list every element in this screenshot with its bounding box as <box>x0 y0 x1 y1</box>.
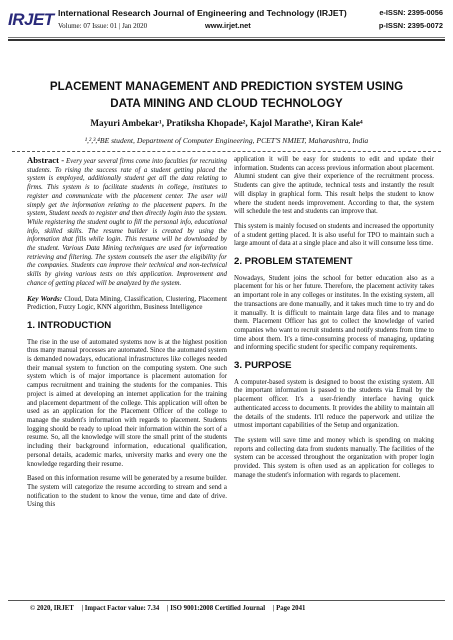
abstract <box>27 156 227 289</box>
problem-heading: 2. PROBLEM STATEMENT <box>234 256 353 268</box>
purpose-heading: 3. PURPOSE <box>234 360 292 372</box>
footer-impact-factor: | Impact Factor value: 7.34 <box>81 605 160 612</box>
footer-iso: | ISO 9001:2008 Certified Journal <box>167 605 266 612</box>
purpose-paragraph: A computer-based system is designed to boost the existing system. All the important information is passed to the students via Email by the placement officer. It's a user-friendly interface having quick authenticated access to documents. It provides the ability to maintain all the details of the students. It'll reduce the paperwork and utilize the utmost important capabilities of the Setup and organization. <box>234 378 434 430</box>
page-footer <box>30 605 311 612</box>
problem-paragraph: Nowadays, Student joins the school for better education also as a placement for his or her future. Therefore, the placement activity takes an important role in any colleges or institutes. In the existing system, all the transactions are done manually, and it takes much time to try and do it manually. It is difficult to maintain large data files and to manage them. Placement Officer has got to collect the knowledge of varied companies who want to recruit students and notify students from time to time about them. It's a time-consuming process of managing, updating and informing specific student for specific company requirements. <box>234 274 434 352</box>
author-list: Mayuri Ambekar¹, Pratiksha Khopade², Kajol Marathe³, Kiran Kale⁴ <box>90 118 363 128</box>
abstract-text: Every year several firms come into faculties for recruiting students. To rising the success rate of a student getting placed the system is employed, additionally student get all the data relating to firms. This system is to facilitate students in college, institutes to register and communicate with the placement center. The user will simply get the information relating to the placement papers. In the system, Student needs to register and then directly login into the system. While registering the student ought to fill the personal info, educational info, skilled skills. The resume builder is created by using the information that fills while login. This resume will be downloaded by the student. Various Data Mining techniques are used for information retrieving and filtering. The system counsels the user the eligibility for the companies. Students can improve their technical and non-technical skills by giving various tests on this application. Improvement and chance of getting placed will be analyzed by the system. <box>27 158 227 287</box>
paper-title: PLACEMENT MANAGEMENT AND PREDICTION SYSTEM USING DATA MINING AND CLOUD TECHNOLOGY <box>49 80 404 110</box>
journal-title: International Research Journal of Engineering and Technology (IRJET) <box>58 8 347 18</box>
left-column <box>27 156 227 516</box>
volume-issue: Volume: 07 Issue: 01 | Jan 2020 <box>58 22 148 30</box>
p-issn: p-ISSN: 2395-0072 <box>378 21 443 30</box>
purpose-paragraph: The system will save time and money which is spending on making reports and collecting data from students manually. The facilities of the system can be accessed throughout the organization with proper login provided. This system is often used as an application for colleges to manage the student's information with regards to placement. <box>234 436 434 479</box>
keywords-text: Cloud, Data Mining, Classification, Clustering, Placement Prediction, Fuzzy Logic, KNN algorithm, Business Intelligence <box>27 295 227 312</box>
title-separator <box>12 151 441 152</box>
intro-paragraph: Based on this information resume will be generated by a resume builder. The system will categorize the resume according to stream and send a notification to the student to know the venue, time and date of drive. Using this <box>27 475 227 509</box>
header-rule <box>8 37 445 41</box>
footer-rule <box>8 600 445 601</box>
keywords <box>27 295 227 313</box>
intro-paragraph: The rise in the use of automated systems now is at the highest position thus many manual processes are automated. Since the automated system is demanded nowadays, educational infrastructures like colleges needed their manual system to function on the computing system. One such system which is of major importance is placement automation for campus recruitment and training the students for the companies. This project is aimed at developing an internet application for the training and placement department of the college. This application will often be used as an application for the Placement Officer of the college to manage the student's information with regards to placement. Students logging should be ready to upload their information within the sort of a resume. So, all the knowledge will store the small print of the students including their background information, educational qualification, personal details, academic marks, university marks and every one the knowledge regarding their resume. <box>27 338 227 468</box>
intro-heading: 1. INTRODUCTION <box>27 319 112 331</box>
abstract-label: Abstract - <box>27 155 65 165</box>
journal-url[interactable]: www.irjet.net <box>205 21 251 30</box>
e-issn: e-ISSN: 2395-0056 <box>379 8 443 17</box>
footer-copyright: © 2020, IRJET <box>30 605 74 612</box>
body-paragraph: application it will be easy for students to edit and update their information. Students can access previous information about placement. Alumni student can give their experience of the recruitment process. Students can give the aptitude, technical tests and instantly the result will display in graphical form. This result helps the student to know where the student needs improvement. According to that, the system will schedule the test and students can improve that. <box>234 156 434 216</box>
journal-logo: IRJET <box>8 10 54 29</box>
keywords-label: Key Words: <box>27 293 63 303</box>
journal-header <box>0 6 453 36</box>
footer-page-number: | Page 2041 <box>272 605 306 612</box>
body-paragraph: This system is mainly focused on students and increased the opportunity of a student getting placed. It is also useful for TPO to maintain such a large amount of data at a single place and also it will consume less time. <box>234 222 434 248</box>
right-column <box>234 156 434 487</box>
affiliation: ¹,²,³,⁴BE student, Department of Computer Engineering, PCET'S NMIET, Maharashtra, India <box>84 136 369 145</box>
